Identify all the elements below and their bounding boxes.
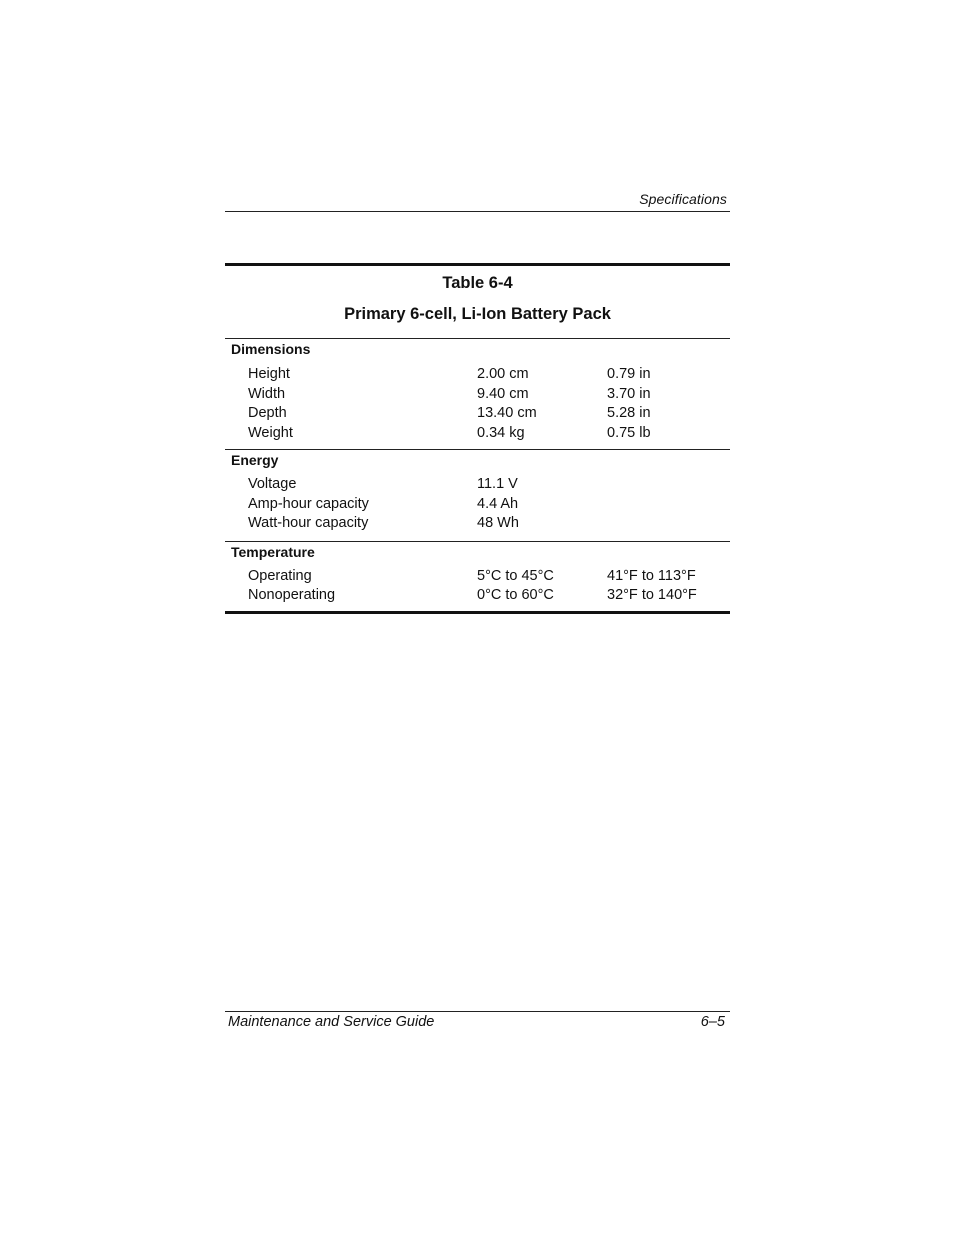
row-label: Depth (248, 405, 287, 421)
table-row (225, 475, 730, 495)
table-row (225, 586, 730, 606)
row-us: 32°F to 140°F (607, 587, 697, 603)
row-metric: 48 Wh (477, 515, 519, 531)
table-row (225, 567, 730, 587)
page-number: 6–5 (700, 1014, 725, 1030)
table-title: Primary 6-cell, Li-Ion Battery Pack (344, 305, 611, 323)
row-label: Voltage (248, 476, 297, 492)
row-metric: 9.40 cm (477, 385, 529, 402)
row-us: 5.28 in (607, 405, 651, 421)
section-title: Specifications (639, 191, 727, 207)
row-metric: 13.40 cm (477, 405, 537, 421)
section-heading: Energy (231, 452, 279, 468)
row-us: 3.70 in (607, 385, 651, 402)
row-metric: 2.00 cm (477, 366, 529, 382)
row-metric: 0.34 kg (477, 424, 525, 441)
table-row (225, 365, 730, 385)
table-bottom-rule (225, 611, 730, 614)
running-header (225, 189, 730, 212)
running-footer (225, 1011, 730, 1036)
table-row (225, 514, 730, 534)
section-energy (225, 450, 730, 541)
section-dimensions (225, 339, 730, 449)
row-label: Weight (248, 424, 293, 441)
row-metric: 4.4 Ah (477, 495, 519, 512)
section-heading: Dimensions (231, 341, 311, 357)
table-row (225, 404, 730, 424)
row-label: Watt-hour capacity (248, 515, 369, 531)
row-us: 0.75 lb (607, 424, 651, 441)
row-label: Operating (248, 567, 312, 584)
table-number: Table 6-4 (442, 274, 513, 292)
row-metric: 0°C to 60°C (477, 587, 554, 603)
document-title: Maintenance and Service Guide (228, 1014, 435, 1030)
row-label: Amp-hour capacity (248, 495, 369, 512)
spec-table (225, 263, 730, 614)
table-row (225, 495, 730, 515)
row-metric: 5°C to 45°C (477, 567, 554, 584)
table-row (225, 385, 730, 405)
row-us: 0.79 in (607, 366, 651, 382)
table-row (225, 424, 730, 444)
row-label: Nonoperating (248, 587, 336, 603)
row-metric: 11.1 V (477, 476, 518, 492)
section-temperature (225, 542, 730, 611)
row-us: 41°F to 113°F (607, 567, 696, 584)
table-top-rule (225, 263, 730, 266)
row-label: Width (248, 385, 286, 402)
section-heading: Temperature (231, 543, 315, 560)
row-label: Height (248, 366, 290, 382)
